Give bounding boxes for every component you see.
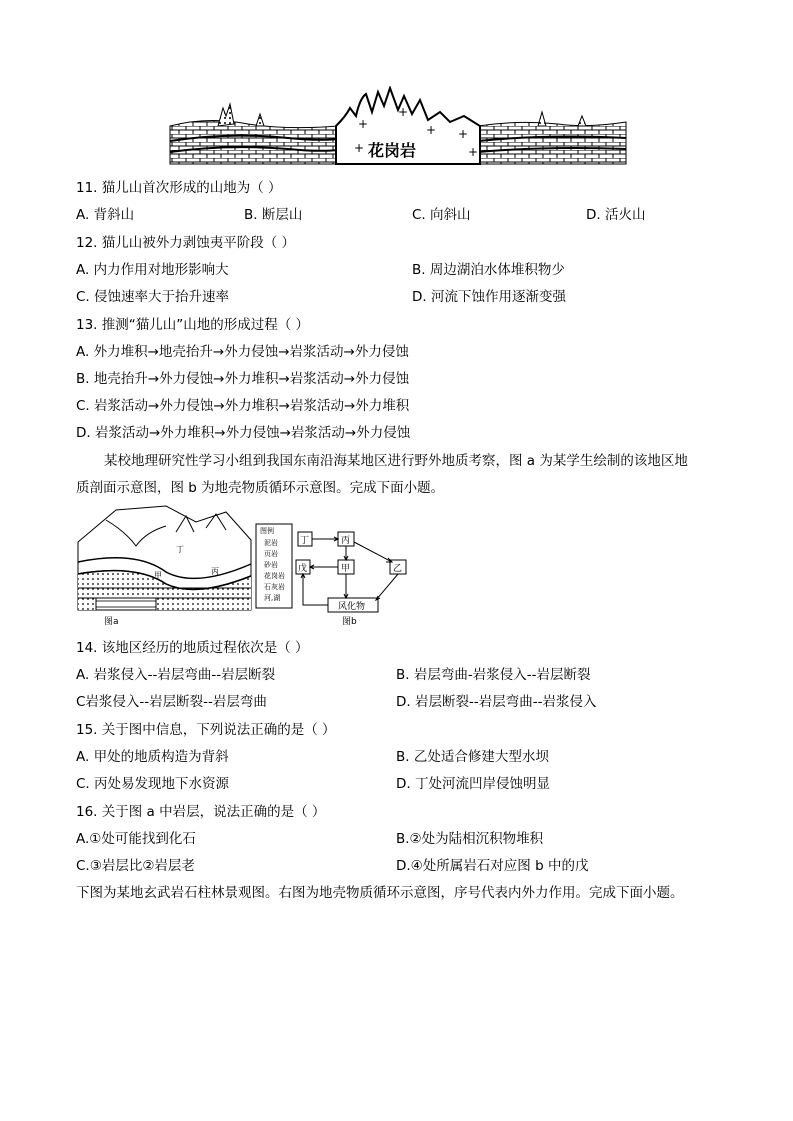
q12-option-c: C. 侵蚀速率大于抬升速率: [76, 289, 230, 305]
geology-figures: [76, 502, 420, 626]
question-11-stem: 11. 猫儿山首次形成的山地为（ ）: [76, 180, 282, 196]
question-13-stem: 13. 推测“猫儿山”山地的形成过程（ ）: [76, 317, 310, 333]
node-bing: 丙: [341, 536, 351, 546]
q11-option-d: D. 活火山: [586, 207, 646, 223]
svg-text:+: +: [458, 127, 469, 141]
section-label-ding: 丁: [176, 545, 184, 554]
q12-option-b: B. 周边湖泊水体堆积物少: [412, 262, 565, 278]
node-weathered: 风化物: [338, 602, 366, 612]
q16-option-d: D.④处所属岩石对应图 b 中的戊: [396, 858, 589, 874]
question-12-stem: 12. 猫儿山被外力剥蚀夷平阶段（ ）: [76, 235, 296, 251]
figure-a-section: [76, 502, 420, 626]
question-16-stem: 16. 关于图 a 中岩层，说法正确的是（ ）: [76, 804, 326, 820]
legend-item-limestone: 石灰岩: [264, 583, 285, 591]
q13-option-a: A. 外力堆积→地壳抬升→外力侵蚀→岩浆活动→外力侵蚀: [76, 344, 409, 360]
question-14-stem: 14. 该地区经历的地质过程依次是（ ）: [76, 640, 309, 656]
q15-option-a: A. 甲处的地质构造为背斜: [76, 749, 229, 765]
caption-a: 图a: [104, 617, 119, 627]
svg-text:+: +: [358, 117, 369, 131]
q15-option-c: C. 丙处易发现地下水资源: [76, 776, 230, 792]
q11-option-c: C. 向斜山: [412, 207, 471, 223]
legend-item-shale: 页岩: [264, 550, 278, 558]
svg-text:+: +: [398, 105, 409, 119]
svg-text:+: +: [354, 141, 365, 155]
granite-label: 花岗岩: [368, 141, 417, 160]
q14-option-a: A. 岩浆侵入--岩层弯曲--岩层断裂: [76, 667, 276, 683]
q11-option-a: A. 背斜山: [76, 207, 135, 223]
q14-option-d: D. 岩层断裂--岩层弯曲--岩浆侵入: [396, 694, 597, 710]
intro-paragraph-line-2: 质剖面示意图，图 b 为地壳物质循环示意图。完成下面小题。: [76, 480, 445, 496]
node-jia: 甲: [341, 564, 351, 574]
q16-option-c: C.③岩层比②岩层老: [76, 858, 195, 874]
q16-option-b: B.②处为陆相沉积物堆积: [396, 831, 544, 847]
svg-text:+: +: [426, 123, 437, 137]
intro-paragraph-3: 下图为某地玄武岩石柱林景观图。右图为地壳物质循环示意图，序号代表内外力作用。完成下面小题。: [76, 885, 684, 901]
q12-option-a: A. 内力作用对地形影响大: [76, 262, 229, 278]
svg-text:+: +: [468, 145, 479, 159]
q12-option-d: D. 河流下蚀作用逐渐变强: [412, 289, 566, 305]
legend-title: 图例: [260, 527, 274, 535]
q14-option-c: C岩浆侵入--岩层断裂--岩层弯曲: [76, 694, 267, 710]
section-label-bing: 丙: [211, 567, 219, 576]
q16-option-a: A.①处可能找到化石: [76, 831, 196, 847]
question-15-stem: 15. 关于图中信息，下列说法正确的是（ ）: [76, 722, 336, 738]
legend-item-river-lake: 河,湖: [264, 594, 281, 602]
q13-option-b: B. 地壳抬升→外力侵蚀→外力堆积→岩浆活动→外力侵蚀: [76, 371, 410, 387]
node-ding: 丁: [300, 536, 310, 546]
legend-item-granite: 花岗岩: [264, 572, 285, 580]
granite-section-figure: [168, 86, 628, 168]
q11-option-b: B. 断层山: [244, 207, 303, 223]
q15-option-d: D. 丁处河流凹岸侵蚀明显: [396, 776, 550, 792]
q14-option-b: B. 岩层弯曲-岩浆侵入--岩层断裂: [396, 667, 591, 683]
node-yi: 乙: [393, 564, 403, 574]
legend-item-sandstone: 砂岩: [264, 561, 278, 569]
section-label-jia: 甲: [154, 571, 162, 580]
q15-option-b: B. 乙处适合修建大型水坝: [396, 749, 549, 765]
intro-paragraph-line-1: 某校地理研究性学习小组到我国东南沿海某地区进行野外地质考察，图 a 为某学生绘制的该地区地: [104, 453, 688, 469]
node-wu: 戊: [298, 564, 308, 574]
q13-option-c: C. 岩浆活动→外力侵蚀→外力堆积→岩浆活动→外力堆积: [76, 398, 410, 414]
caption-b: 图b: [342, 617, 357, 627]
q13-option-d: D. 岩浆活动→外力堆积→外力侵蚀→岩浆活动→外力侵蚀: [76, 425, 411, 441]
legend-item-mudstone: 泥岩: [264, 539, 278, 547]
